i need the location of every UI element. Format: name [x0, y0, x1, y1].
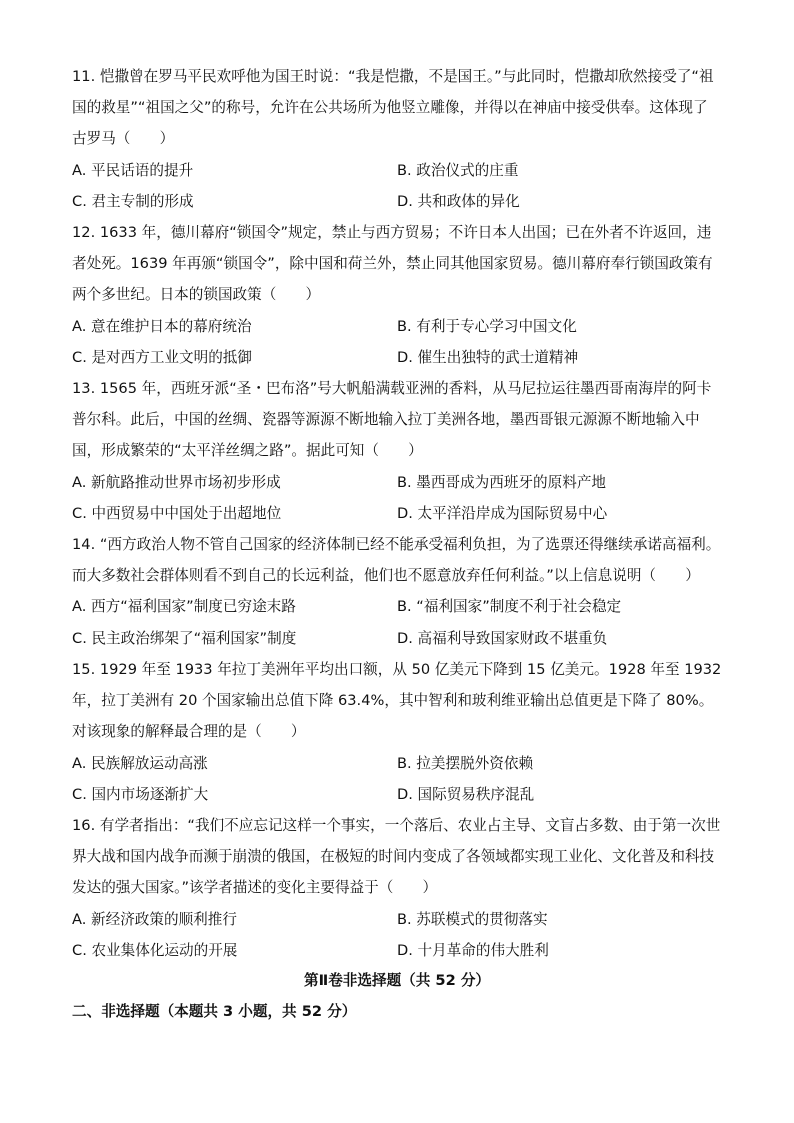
option-a[interactable]: A. 意在维护日本的幕府统治	[72, 317, 252, 335]
option-b[interactable]: B. 政治仪式的庄重	[397, 161, 519, 179]
option-a[interactable]: A. 民族解放运动高涨	[72, 754, 208, 772]
option-c[interactable]: C. 民主政治绑架了“福利国家”制度	[72, 629, 297, 647]
section-title: 第Ⅱ卷非选择题（共 52 分）	[303, 972, 491, 989]
question-13	[72, 373, 722, 529]
options-row	[72, 591, 722, 622]
options-row	[72, 748, 722, 779]
options-row	[72, 498, 722, 529]
option-b[interactable]: B. “福利国家”制度不利于社会稳定	[397, 598, 622, 616]
options-row	[72, 155, 722, 186]
question-15	[72, 654, 722, 810]
option-a[interactable]: A. 新经济政策的顺利推行	[72, 910, 237, 928]
option-c[interactable]: C. 农业集体化运动的开展	[72, 941, 238, 959]
option-a[interactable]: A. 平民话语的提升	[72, 161, 194, 179]
option-d[interactable]: D. 太平洋沿岸成为国际贸易中心	[397, 504, 608, 522]
option-d[interactable]: D. 催生出独特的武士道精神	[397, 348, 579, 366]
options-row	[72, 935, 722, 966]
option-c[interactable]: C. 国内市场逐渐扩大	[72, 785, 209, 803]
option-d[interactable]: D. 高福利导致国家财政不堪重负	[397, 629, 608, 647]
option-c[interactable]: C. 君主专制的形成	[72, 192, 194, 210]
question-stem: 16. 有学者指出：“我们不应忘记这样一个事实，一个落后、农业占主导、文盲占多数、由于第一次世界大战和国内战争而濒于崩溃的俄国，在极短的时间内变成了各领域都实现工业化、文化普及和科技发达的强大国家。”该学者描述的变化主要得益于（ ）	[72, 817, 721, 897]
options-row	[72, 186, 722, 217]
option-d[interactable]: D. 十月革命的伟大胜利	[397, 941, 549, 959]
options-row	[72, 623, 722, 654]
option-b[interactable]: B. 苏联模式的贯彻落实	[397, 910, 548, 928]
question-12	[72, 217, 722, 373]
question-14	[72, 529, 722, 654]
options-row	[72, 342, 722, 373]
option-a[interactable]: A. 西方“福利国家”制度已穷途末路	[72, 598, 296, 616]
option-a[interactable]: A. 新航路推动世界市场初步形成	[72, 473, 281, 491]
options-row	[72, 779, 722, 810]
option-b[interactable]: B. 有利于专心学习中国文化	[397, 317, 577, 335]
option-c[interactable]: C. 中西贸易中中国处于出超地位	[72, 504, 282, 522]
question-16	[72, 810, 722, 966]
option-c[interactable]: C. 是对西方工业文明的抵御	[72, 348, 253, 366]
options-row	[72, 467, 722, 498]
option-d[interactable]: D. 共和政体的异化	[397, 192, 520, 210]
question-stem: 14. “西方政治人物不管自己国家的经济体制已经不能承受福利负担，为了选票还得继续承诺高福利。而大多数社会群体则看不到自己的长远利益，他们也不愿意放弃任何利益。”以上信息说明（ ）	[72, 536, 721, 585]
option-b[interactable]: B. 拉美摆脱外资依赖	[397, 754, 534, 772]
part-title: 二、非选择题（本题共 3 小题，共 52 分）	[72, 1003, 357, 1020]
options-row	[72, 904, 722, 935]
question-11	[72, 61, 722, 217]
question-stem: 13. 1565 年，西班牙派“圣・巴布洛”号大帆船满载亚洲的香料，从马尼拉运往墨西哥南海岸的阿卡普尔科。此后，中国的丝绸、瓷器等源源不断地输入拉丁美洲各地，墨西哥银元源源不断地输入中国，形成繁荣的“太平洋丝绸之路”。据此可知（ ）	[72, 380, 712, 460]
question-stem: 15. 1929 年至 1933 年拉丁美洲年平均出口额，从 50 亿美元下降到 15 亿美元。1928 年至 1932 年，拉丁美洲有 20 个国家输出总值下降 63.4%，其中智利和玻利维亚输出总值更是下降了 80%。对该现象的解释最合理的是（ ）	[72, 661, 722, 741]
question-stem: 12. 1633 年，德川幕府“锁国令”规定，禁止与西方贸易；不许日本人出国；已在外者不许返回，违者处死。1639 年再颁“锁国令”，除中国和荷兰外，禁止同其他国家贸易。德川幕府奉行锁国政策有两个多世纪。日本的锁国政策（ ）	[72, 224, 713, 304]
option-b[interactable]: B. 墨西哥成为西班牙的原料产地	[397, 473, 607, 491]
options-row	[72, 311, 722, 342]
option-d[interactable]: D. 国际贸易秩序混乱	[397, 785, 535, 803]
question-stem: 11. 恺撒曾在罗马平民欢呼他为国王时说：“我是恺撒，不是国王。”与此同时，恺撒却欣然接受了“祖国的救星”“祖国之父”的称号，允许在公共场所为他竖立雕像，并得以在神庙中接受供奉。这体现了古罗马（ ）	[72, 68, 714, 148]
